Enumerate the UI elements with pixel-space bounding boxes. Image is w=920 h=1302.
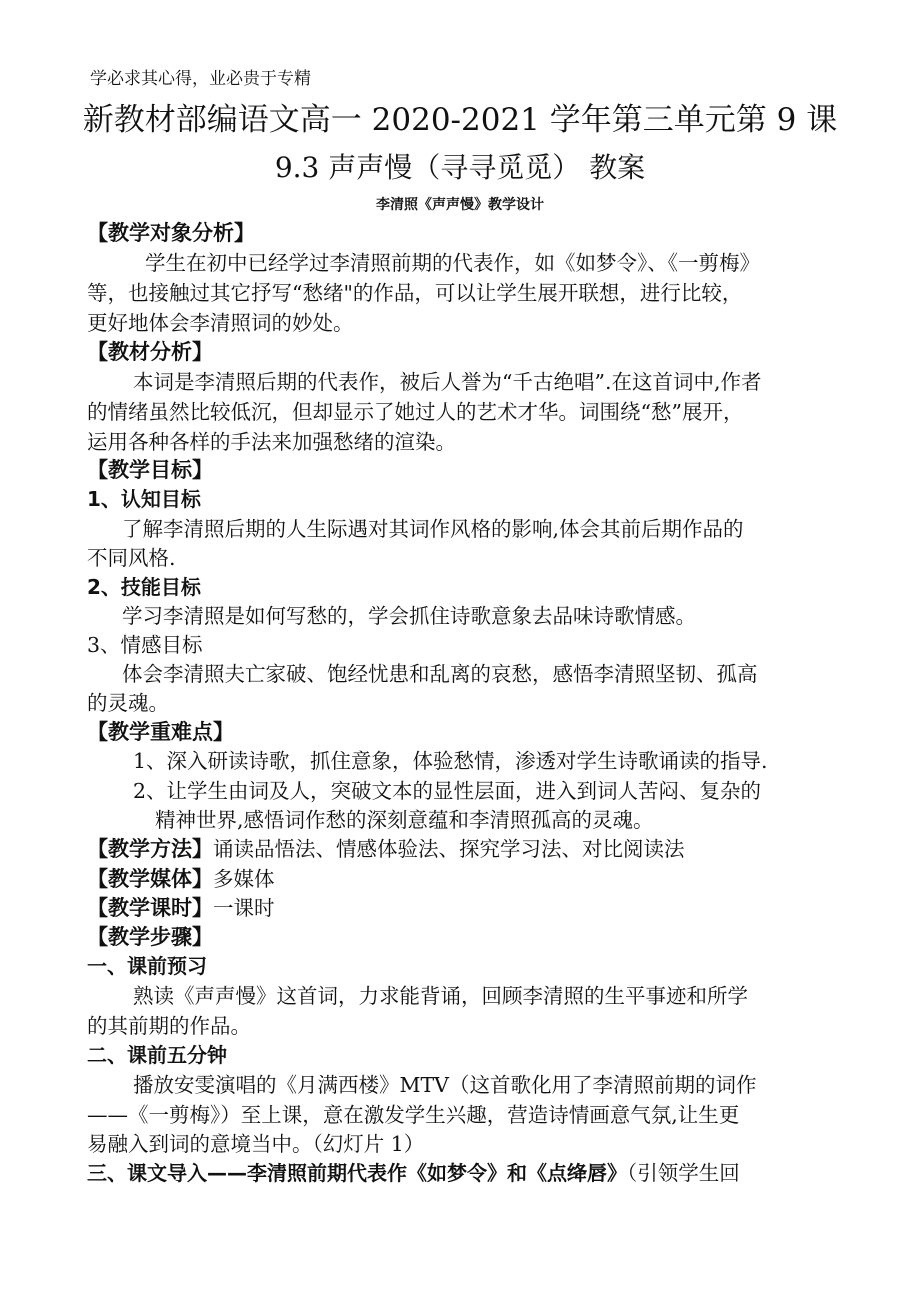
paragraph-line: 的其前期的作品。: [87, 1014, 251, 1038]
step-title: 二、课前五分钟: [87, 1043, 227, 1067]
methods-text: 诵读品悟法、情感体验法、探究学习法、对比阅读法: [213, 837, 685, 861]
section-heading-hours: 【教学课时】: [87, 896, 213, 920]
step-title: 三、课文导入——李清照前期代表作《如梦令》和《点绛唇》: [87, 1161, 627, 1185]
document-title: 新教材部编语文高一 2020-2021 学年第三单元第 9 课: [82, 102, 838, 138]
list-item: 精神世界,感悟词作愁的深刻意蕴和李清照孤高的灵魂。: [155, 808, 654, 832]
section-heading-keypoints: 【教学重难点】: [87, 720, 234, 744]
paragraph-line: 等，也接触过其它抒写“愁绪"的作品，可以让学生展开联想，进行比较，: [87, 281, 743, 305]
step-title: 一、课前预习: [87, 954, 207, 978]
step3-tail: （引领学生回: [627, 1161, 740, 1185]
paragraph-line: 学习李清照是如何写愁的，学会抓住诗歌意象去品味诗歌情感。: [122, 604, 696, 628]
paragraph-line: 体会李清照夫亡家破、饱经忧患和乱离的哀愁，感悟李清照坚韧、孤高: [122, 662, 758, 686]
section-heading-material: 【教材分析】: [87, 340, 213, 364]
step3-line: [87, 1158, 740, 1188]
paragraph-line: 本词是李清照后期的代表作，被后人誉为“千古绝唱”.在这首词中,作者: [133, 370, 762, 394]
paragraph-line: 的灵魂。: [87, 691, 169, 715]
header-motto: 学必求其心得，业必贵于专精: [90, 69, 311, 89]
hours-line: [87, 893, 275, 923]
media-text: 多媒体: [213, 867, 275, 891]
document-title-line2: 9.3 声声慢（寻寻觅觅） 教案: [274, 151, 646, 184]
paragraph-line: 播放安雯演唱的《月满西楼》MTV（这首歌化用了李清照前期的词作: [133, 1073, 757, 1097]
paragraph-line: 熟读《声声慢》这首词，力求能背诵，回顾李清照的生平事迹和所学: [133, 984, 748, 1008]
goal-title: 1、认知目标: [87, 487, 201, 511]
paragraph-line: 的情绪虽然比较低沉，但却显示了她过人的艺术才华。词围绕“愁”展开，: [87, 400, 744, 424]
hours-text: 一课时: [213, 896, 275, 920]
paragraph-line: 不同风格.: [87, 546, 176, 570]
list-item: 2、让学生由词及人，突破文本的显性层面，进入到词人苦闷、复杂的: [133, 779, 762, 803]
section-heading-methods: 【教学方法】: [87, 837, 213, 861]
section-heading-steps: 【教学步骤】: [87, 925, 213, 949]
paragraph-line: 了解李清照后期的人生际遇对其词作风格的影响,体会其前后期作品的: [122, 517, 744, 541]
paragraph-line: 更好地体会李清照词的妙处。: [87, 311, 354, 335]
paragraph-line: 易融入到词的意境当中。（幻灯片 1）: [87, 1132, 425, 1156]
methods-line: [87, 834, 685, 864]
goal-title: 3、情感目标: [87, 633, 203, 657]
list-item: 1、深入研读诗歌，抓住意象，体验愁情，渗透对学生诗歌诵读的指导.: [133, 749, 768, 773]
paragraph-line: ——《一剪梅》）至上课，意在激发学生兴趣，营造诗情画意气氛,让生更: [87, 1103, 740, 1127]
section-heading-goals: 【教学目标】: [87, 458, 213, 482]
section-heading-students: 【教学对象分析】: [87, 221, 255, 245]
goal-title: 2、技能目标: [87, 575, 201, 599]
document-subtitle: 李清照《声声慢》教学设计: [376, 197, 544, 213]
paragraph-line: 学生在初中已经学过李清照前期的代表作，如《如梦令》、《一剪梅》: [145, 251, 760, 275]
paragraph-line: 运用各种各样的手法来加强愁绪的渲染。: [87, 430, 456, 454]
media-line: [87, 864, 275, 894]
section-heading-media: 【教学媒体】: [87, 867, 213, 891]
